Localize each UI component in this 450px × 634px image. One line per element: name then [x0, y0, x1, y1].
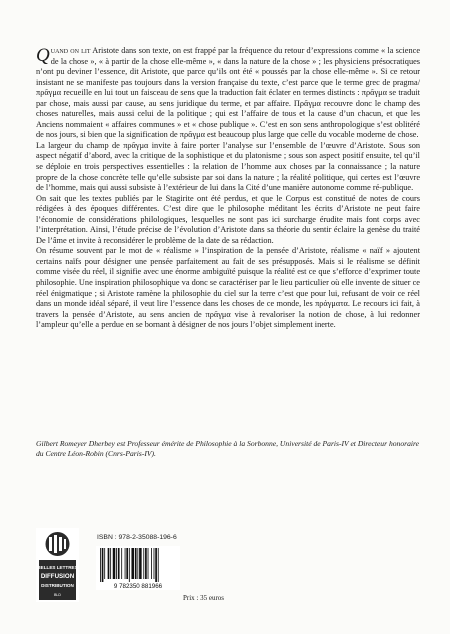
author-note: Gilbert Romeyer Dherbey est Professeur émérite de Philosophie à la Sorbonne, Université de Paris-IV et Directeur honoraire du Centre Léon-Robin (Cnrs-Paris-IV).: [36, 439, 420, 458]
price: Prix : 35 euros: [183, 594, 225, 602]
publisher-logo: [36, 528, 79, 602]
drop-cap: Q: [36, 45, 50, 66]
paragraph-1-text: Aristote dans son texte, on est frappé par la fréquence du retour d’expressions comme « la science de la chose », « à partir de la chose elle-même », « dans la nature de la chose » ; les physiciens présocratiques n’ont pu deviner l’essence, dit Aristote, que parce qu’ils ont été « poussés par la chose elle-même ». Si ce retour insistant ne se manifeste pas toujours dans la version française du texte, c’est parce que le terme grec de pragma/πρᾶγμα recueille en lui tout un faisceau de sens que la traduction fait éclater en termes distincts : πρᾶγμα se traduit par chose, mais aussi par cause, au sens juridique du terme, et par affaire. Πρᾶγμα recouvre donc le champ des choses naturelles, mais aussi celui de la politique ; qui est l’affaire de tous et la cause d’un chacun, et que les Anciens nommaient « affaires communes » et « chose publique ». C’est en son sens anthropologique s’est oblitéré de nos jours, si bien que la signification de πρᾶγμα est beaucoup plus large que celle du vocable moderne de chose.: [36, 46, 421, 140]
paragraph-4: On résume souvent par le mot de « réalisme » l’inspiration de la pensée d’Aristote, réalisme « naïf » ajoutent certains naïfs pour désigner une pensée parfaitement au fait de ses présupposés. Mais si le réalisme se définit comme visée du réel, il signifie avec une énorme ambiguïté puisque la réalité est ce que s’efforce d’exprimer toute philosophie. Une inspiration philosophique va donc se caractériser par le lieu particulier où elle invente de situer ce réel énigmatique ; si Aristote ramène la philosophie du ciel sur la terre c’est que pour lui, refusant de voir ce réel dans un monde idéal séparé, il veut lire l’essence dans les choses de ce monde, les πράγματα. Le recours ici fait, à travers la pensée d’Aristote, au sens ancien de πρᾶγμα vise à revaloriser la notion de chose, à lui redonner l’ampleur qu’elle a perdue en se bornant à désigner de nos jours l’objet simplement inerte.: [36, 246, 420, 330]
barcode: [96, 546, 180, 590]
lead-in: uand on lit: [50, 46, 91, 55]
paragraph-1: [36, 46, 420, 141]
paragraph-2: La largeur du champ de πρᾶγμα invite à faire porter l’analyse sur l’ensemble de l’œuvre d’Aristote. Sous son aspect négatif d’abord, avec la critique de la sophistique et du platonisme ; sous son aspect positif ensuite, tel qu’il se déploie en trois perspectives essentielles : la relation de l’homme aux choses par la connaissance ; la nature propre de la chose concrète telle qu’elle subsiste par soi dans la nature ; la réalité politique, qui certes est l’œuvre de l’homme, mais qui aussi subsiste à l’extérieur de lui dans la Cité d’une manière autonome comme ré-publique.: [36, 140, 420, 193]
logo-line-3: DISTRIBUTION: [41, 583, 74, 588]
paragraph-3: On sait que les textes publiés par le Stagirite ont été perdus, et que le Corpus est constitué de notes de cours rédigées à des époques différentes. C’est dire que le philosophe méditant les écrits d’Aristote ne peut faire l’économie de considérations philologiques, lesquelles ne sont pas ici surcharge érudite mais font corps avec l’interprétation. Ainsi, l’étude précise de l’évolution d’Aristote dans sa théorie du sentir éclaire la genèse du traité De l’âme et invite à reconsidérer le problème de la date de sa rédaction.: [36, 193, 420, 245]
barcode-digits: 9 782350 881966: [113, 583, 163, 590]
blurb-text: [36, 46, 420, 331]
logo-line-1: BELLES LETTRES: [37, 565, 78, 570]
logo-line-2: DIFFUSION: [40, 573, 75, 580]
isbn-label: ISBN : 978-2-35088-196-6: [97, 534, 177, 541]
logo-line-4: BLD: [54, 593, 61, 597]
